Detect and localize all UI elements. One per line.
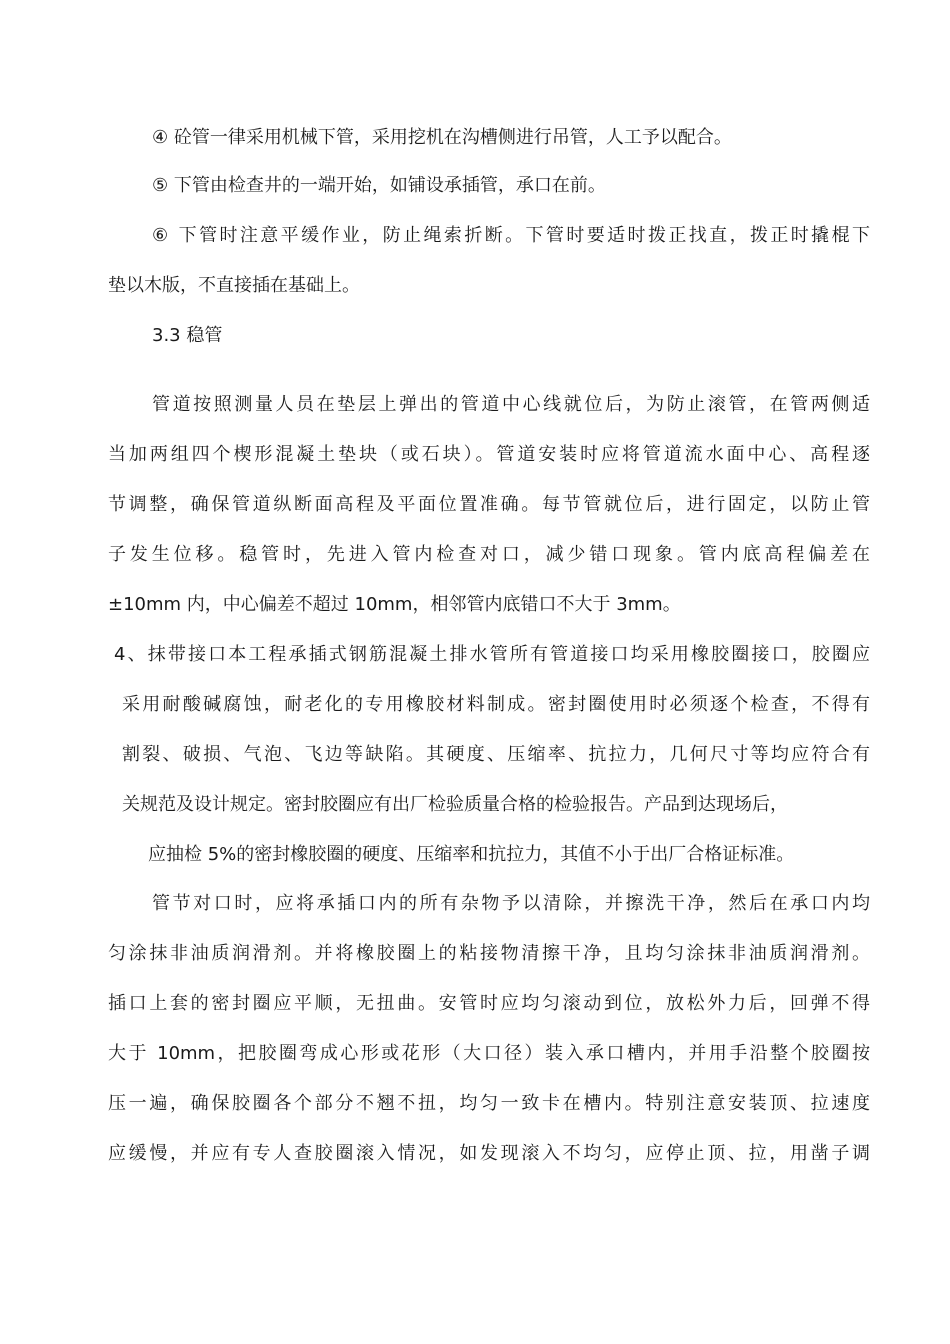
text-line: 关规范及设计规定。密封胶圈应有出厂检验质量合格的检验报告。产品到达现场后， (122, 794, 788, 815)
text-line: ⑥ 下管时注意平缓作业，防止绳索折断。下管时要适时拨正找直，拨正时撬棍下 (152, 225, 870, 246)
text-line: 插口上套的密封圈应平顺，无扭曲。安管时应均匀滚动到位，放松外力后，回弹不得 (108, 993, 870, 1014)
text-line: 应抽检 5%的密封橡胶圈的硬度、压缩率和抗拉力，其值不小于出厂合格证标准。 (148, 844, 795, 865)
text-line: 垫以木版，不直接插在基础上。 (108, 275, 360, 296)
text-line: ⑤ 下管由检查井的一端开始，如铺设承插管，承口在前。 (152, 175, 606, 196)
text-line: 大于 10mm，把胶圈弯成心形或花形（大口径）装入承口槽内，并用手沿整个胶圈按 (108, 1043, 870, 1064)
step-6-paragraph (108, 211, 870, 311)
text-line: ④ 砼管一律采用机械下管，采用挖机在沟槽侧进行吊管，人工予以配合。 (152, 127, 732, 148)
heading-text: 3.3 稳管 (152, 325, 223, 346)
section-4-paragraph (114, 630, 870, 880)
text-line: 管道按照测量人员在垫层上弹出的管道中心线就位后，为防止滚管，在管两侧适 (152, 394, 870, 415)
text-line: 割裂、破损、气泡、飞边等缺陷。其硬度、压缩率、抗拉力，几何尺寸等均应符合有 (122, 744, 870, 765)
text-line: 匀涂抹非油质润滑剂。并将橡胶圈上的粘接物清擦干净，且均匀涂抹非油质润滑剂。 (108, 943, 870, 964)
text-line: 节调整，确保管道纵断面高程及平面位置准确。每节管就位后，进行固定，以防止管 (108, 494, 870, 515)
section-3-3-heading (108, 311, 870, 361)
text-line: 4、抹带接口本工程承插式钢筋混凝土排水管所有管道接口均采用橡胶圈接口，胶圈应 (114, 644, 870, 665)
step-5-paragraph (108, 161, 870, 211)
text-line: 压一遍，确保胶圈各个部分不翘不扭，均匀一致卡在槽内。特别注意安装顶、拉速度 (108, 1093, 870, 1114)
text-line: ±10mm 内，中心偏差不超过 10mm，相邻管内底错口不大于 3mm。 (108, 594, 681, 615)
text-line: 子发生位移。稳管时，先进入管内检查对口，减少错口现象。管内底高程偏差在 (108, 544, 870, 565)
text-line: 采用耐酸碱腐蚀，耐老化的专用橡胶材料制成。密封圈使用时必须逐个检查，不得有 (122, 694, 870, 715)
step-4-paragraph (108, 113, 870, 163)
text-line: 应缓慢，并应有专人查胶圈滚入情况，如发现滚入不均匀，应停止顶、拉，用凿子调 (108, 1143, 870, 1164)
text-line: 当加两组四个楔形混凝土垫块（或石块）。管道安装时应将管道流水面中心、高程逐 (108, 444, 870, 465)
section-3-3-paragraph (108, 380, 870, 630)
pipe-joint-paragraph (108, 879, 870, 1179)
text-line: 管节对口时，应将承插口内的所有杂物予以清除，并擦洗干净，然后在承口内均 (152, 893, 870, 914)
